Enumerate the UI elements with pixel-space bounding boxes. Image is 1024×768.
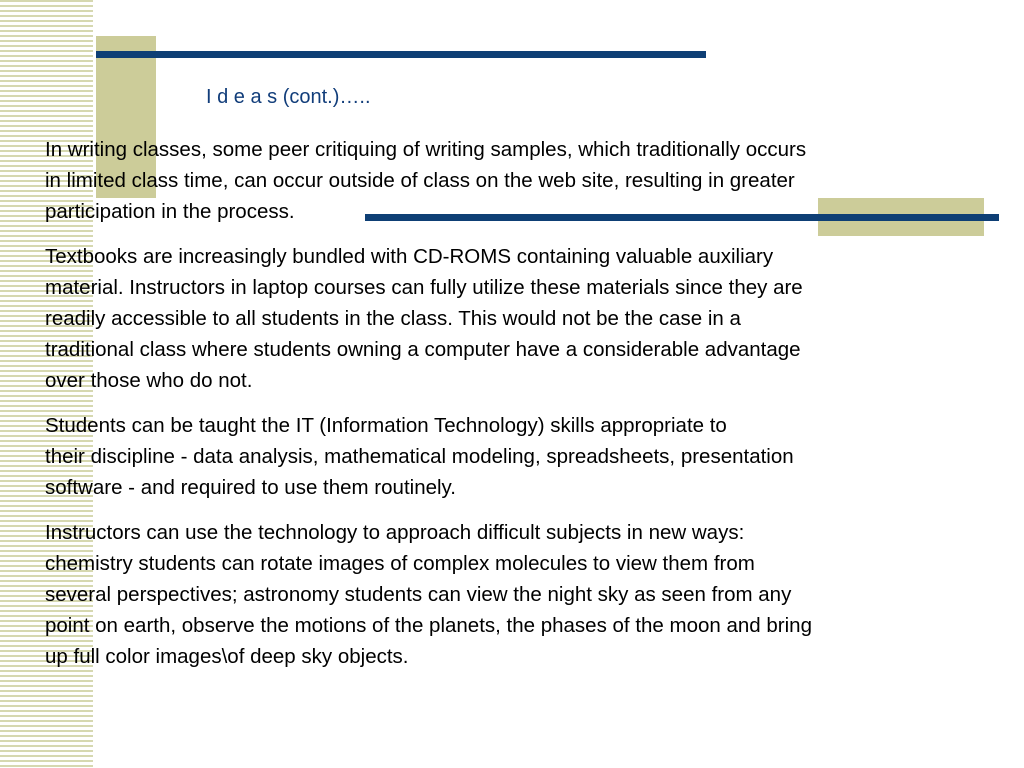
paragraph-it-skills: Students can be taught the IT (Information Technology) skills appropriate to their discipline - data analysis, mathematical modeling, spreadsheets, presentation software - and required to use them routinely. [45,414,794,499]
slide-title: I d e a s (cont.)….. [206,86,371,108]
paragraph-instructors: Instructors can use the technology to approach difficult subjects in new ways: chemistry students can rotate images of complex molecules to view them from several perspectives; astronomy students can view the night sky as seen from any point on earth, observe the motions of the planets, the phases of the moon and bring up full color images\of deep sky objects. [45,521,812,668]
paragraph-textbooks: Textbooks are increasingly bundled with CD-ROMS containing valuable auxiliary material. Instructors in laptop courses can fully utilize these materials since they are readily accessible to all students in the class. This would not be the case in a traditional class where students owning a computer have a considerable advantage over those who do not. [45,245,803,392]
paragraph-writing-classes: In writing classes, some peer critiquing of writing samples, which traditionally occurs in limited class time, can occur outside of class on the web site, resulting in greater participation in the process. [45,138,807,223]
top-rule-decoration [96,51,706,58]
